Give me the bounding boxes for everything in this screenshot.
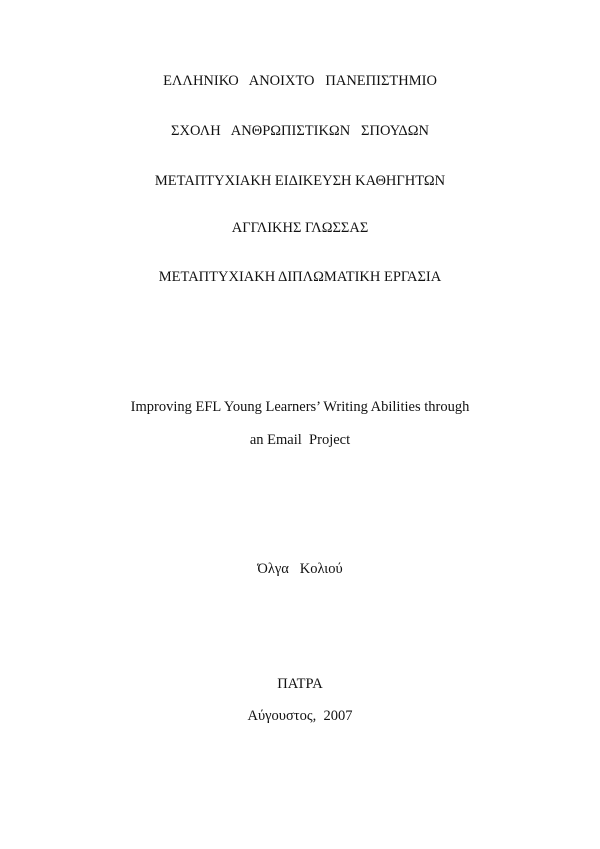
program-name-line2: ΑΓΓΛΙΚΗΣ ΓΛΩΣΣΑΣ (231, 220, 369, 236)
program-name-line1: ΜΕΤΑΠΤΥΧΙΑΚΗ ΕΙΔΙΚΕΥΣΗ ΚΑΘΗΓΗΤΩΝ (154, 173, 446, 189)
school-name: ΣΧΟΛΗ ΑΝΘΡΩΠΙΣΤΙΚΩΝ ΣΠΟΥΔΩΝ (171, 123, 429, 139)
date: Αύγουστος, 2007 (247, 708, 353, 724)
university-name: ΕΛΛΗΝΙΚΟ ΑΝΟΙΧΤΟ ΠΑΝΕΠΙΣΤΗΜΙΟ (163, 73, 437, 89)
document-type: ΜΕΤΑΠΤΥΧΙΑΚΗ ΔΙΠΛΩΜΑΤΙΚΗ ΕΡΓΑΣΙΑ (158, 269, 442, 285)
thesis-title-line2: an Email Project (249, 432, 351, 448)
author-name: Όλγα Κολιού (257, 561, 343, 577)
thesis-title-line1: Improving EFL Young Learners’ Writing Abilities through (130, 399, 470, 415)
city: ΠΑΤΡΑ (277, 676, 323, 692)
